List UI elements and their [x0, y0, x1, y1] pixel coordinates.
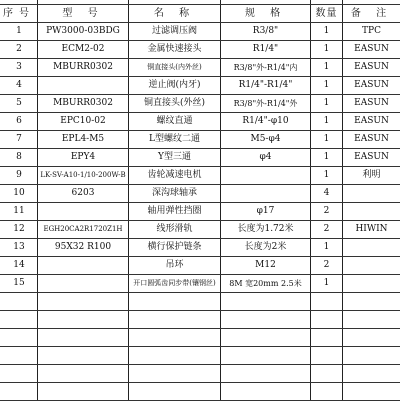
- cell-col-spec[interactable]: 8M 宽20mm 2.5米: [229, 278, 302, 288]
- cell-col-qty[interactable]: 1: [323, 134, 330, 144]
- cell-col-qty[interactable]: 2: [323, 260, 330, 270]
- grid-hline: [0, 328, 400, 329]
- cell-col-index[interactable]: 15: [13, 278, 25, 288]
- cell-col-remark[interactable]: EASUN: [354, 44, 389, 54]
- cell-col-model[interactable]: ECM2-02: [61, 44, 105, 54]
- cell-col-index[interactable]: 4: [16, 80, 22, 90]
- cell-col-remark[interactable]: EASUN: [354, 134, 389, 144]
- cell-col-model[interactable]: EPY4: [70, 152, 96, 162]
- cell-col-name[interactable]: 齿轮减速电机: [147, 170, 202, 180]
- cell-col-remark[interactable]: EASUN: [354, 116, 389, 126]
- cell-col-name[interactable]: 横行保护链条: [147, 242, 202, 252]
- cell-col-name[interactable]: 过滤调压阀: [151, 26, 197, 36]
- header-col-qty[interactable]: 数量: [315, 7, 338, 19]
- cell-col-remark[interactable]: [343, 185, 400, 202]
- cell-col-name[interactable]: 逆止阀(内牙): [148, 80, 201, 90]
- cell-col-qty[interactable]: 2: [323, 224, 330, 234]
- cell-col-name[interactable]: L型螺纹二通: [149, 134, 200, 144]
- cell-col-qty[interactable]: 1: [323, 98, 330, 108]
- cell-col-model[interactable]: 95X32 R100: [54, 242, 112, 252]
- header-col-model[interactable]: 型 号: [62, 7, 104, 19]
- cell-col-qty[interactable]: 1: [323, 116, 330, 126]
- cell-col-model[interactable]: [38, 257, 128, 274]
- cell-col-model[interactable]: [38, 77, 128, 94]
- cell-col-name[interactable]: 轴用弹性挡圈: [147, 206, 202, 216]
- cell-col-qty[interactable]: 1: [323, 62, 330, 72]
- cell-col-model[interactable]: EGH20CA2R1720Z1H: [43, 225, 123, 233]
- cell-col-index[interactable]: 1: [16, 26, 22, 36]
- cell-col-spec[interactable]: R3/8"外-R1/4"内: [233, 62, 298, 72]
- cell-col-index[interactable]: 9: [16, 170, 22, 180]
- cell-col-index[interactable]: 14: [13, 260, 25, 270]
- header-col-remark[interactable]: 备 注: [350, 7, 393, 19]
- cell-col-spec[interactable]: 长度为2米: [244, 242, 287, 252]
- grid-hline: [0, 292, 400, 293]
- cell-col-name[interactable]: 开口圆弧齿同步带(镶钢丝): [133, 279, 216, 287]
- cell-col-spec[interactable]: R1/4"-R1/4": [238, 80, 293, 90]
- cell-col-qty[interactable]: 4: [323, 188, 330, 198]
- cell-col-index[interactable]: 2: [16, 44, 22, 54]
- cell-col-remark[interactable]: HIWIN: [355, 224, 388, 234]
- cell-col-qty[interactable]: 2: [323, 206, 330, 216]
- cell-col-spec[interactable]: 长度为1.72米: [237, 224, 294, 234]
- cell-col-spec[interactable]: φ17: [256, 206, 275, 216]
- header-col-index[interactable]: 序号: [3, 7, 35, 19]
- cell-col-qty[interactable]: 1: [323, 26, 330, 36]
- grid-hline: [0, 364, 400, 365]
- cell-col-remark[interactable]: [343, 239, 400, 256]
- cell-col-model[interactable]: MBURR0302: [53, 98, 113, 108]
- cell-col-spec[interactable]: R3/8": [252, 26, 279, 36]
- cell-col-index[interactable]: 13: [13, 242, 25, 252]
- cell-col-model[interactable]: EPL4-M5: [61, 134, 105, 144]
- cell-col-name[interactable]: 铜直接头(外丝): [143, 98, 206, 108]
- cell-col-remark[interactable]: EASUN: [354, 152, 389, 162]
- cell-col-qty[interactable]: 1: [323, 170, 330, 180]
- cell-col-spec[interactable]: M12: [255, 260, 276, 270]
- cell-col-remark[interactable]: EASUN: [354, 80, 389, 90]
- grid-hline: [0, 310, 400, 311]
- cell-col-model[interactable]: 6203: [71, 188, 95, 198]
- cell-col-spec[interactable]: R1/4": [252, 44, 279, 54]
- cell-col-remark[interactable]: [343, 275, 400, 292]
- cell-col-spec[interactable]: φ4: [259, 152, 272, 162]
- cell-col-model[interactable]: [38, 203, 128, 220]
- cell-col-index[interactable]: 11: [13, 206, 25, 216]
- cell-col-name[interactable]: Y型三通: [158, 152, 191, 162]
- cell-col-index[interactable]: 12: [13, 224, 25, 234]
- cell-col-remark[interactable]: TPC: [362, 26, 381, 36]
- cell-col-remark[interactable]: [343, 257, 400, 274]
- cell-col-remark[interactable]: [343, 203, 400, 220]
- cell-col-remark[interactable]: EASUN: [354, 62, 389, 72]
- cell-col-name[interactable]: 螺纹直通: [156, 116, 193, 126]
- cell-col-spec[interactable]: [221, 185, 310, 202]
- cell-col-qty[interactable]: 1: [323, 44, 330, 54]
- header-col-name[interactable]: 名 称: [153, 7, 196, 19]
- cell-col-index[interactable]: 3: [16, 62, 22, 72]
- grid-hline: [0, 382, 400, 383]
- cell-col-name[interactable]: 线形滑轨: [156, 224, 193, 234]
- cell-col-index[interactable]: 7: [16, 134, 22, 144]
- cell-col-qty[interactable]: 1: [323, 242, 330, 252]
- cell-col-index[interactable]: 10: [13, 188, 25, 198]
- cell-col-name[interactable]: 铜直接头(内外丝): [147, 63, 202, 71]
- cell-col-index[interactable]: 5: [16, 98, 22, 108]
- cell-col-name[interactable]: 金属快速接头: [147, 44, 202, 54]
- cell-col-spec[interactable]: M5-φ4: [250, 134, 281, 144]
- cell-col-index[interactable]: 8: [16, 152, 22, 162]
- cell-col-qty[interactable]: 1: [323, 278, 330, 288]
- cell-col-name[interactable]: 吊环: [165, 260, 184, 270]
- cell-col-model[interactable]: [38, 275, 128, 292]
- cell-col-model[interactable]: PW3000-03BDG: [46, 26, 120, 36]
- cell-col-qty[interactable]: 1: [323, 152, 330, 162]
- grid-hline: [0, 346, 400, 347]
- header-col-spec[interactable]: 规 格: [244, 7, 287, 19]
- cell-col-spec[interactable]: R3/8"外-R1/4"外: [233, 98, 298, 108]
- cell-col-model[interactable]: EPC10-02: [60, 116, 106, 126]
- cell-col-index[interactable]: 6: [16, 116, 22, 126]
- cell-col-spec[interactable]: [221, 167, 310, 184]
- cell-col-remark[interactable]: 利明: [362, 170, 381, 180]
- cell-col-model[interactable]: LK-SV-A10-1/10-200W-B: [40, 171, 126, 179]
- cell-col-spec[interactable]: R1/4"-φ10: [242, 116, 289, 126]
- cell-col-qty[interactable]: 1: [323, 80, 330, 90]
- cell-col-name[interactable]: 深沟球轴承: [151, 188, 197, 198]
- cell-col-remark[interactable]: EASUN: [354, 98, 389, 108]
- cell-col-model[interactable]: MBURR0302: [53, 62, 113, 72]
